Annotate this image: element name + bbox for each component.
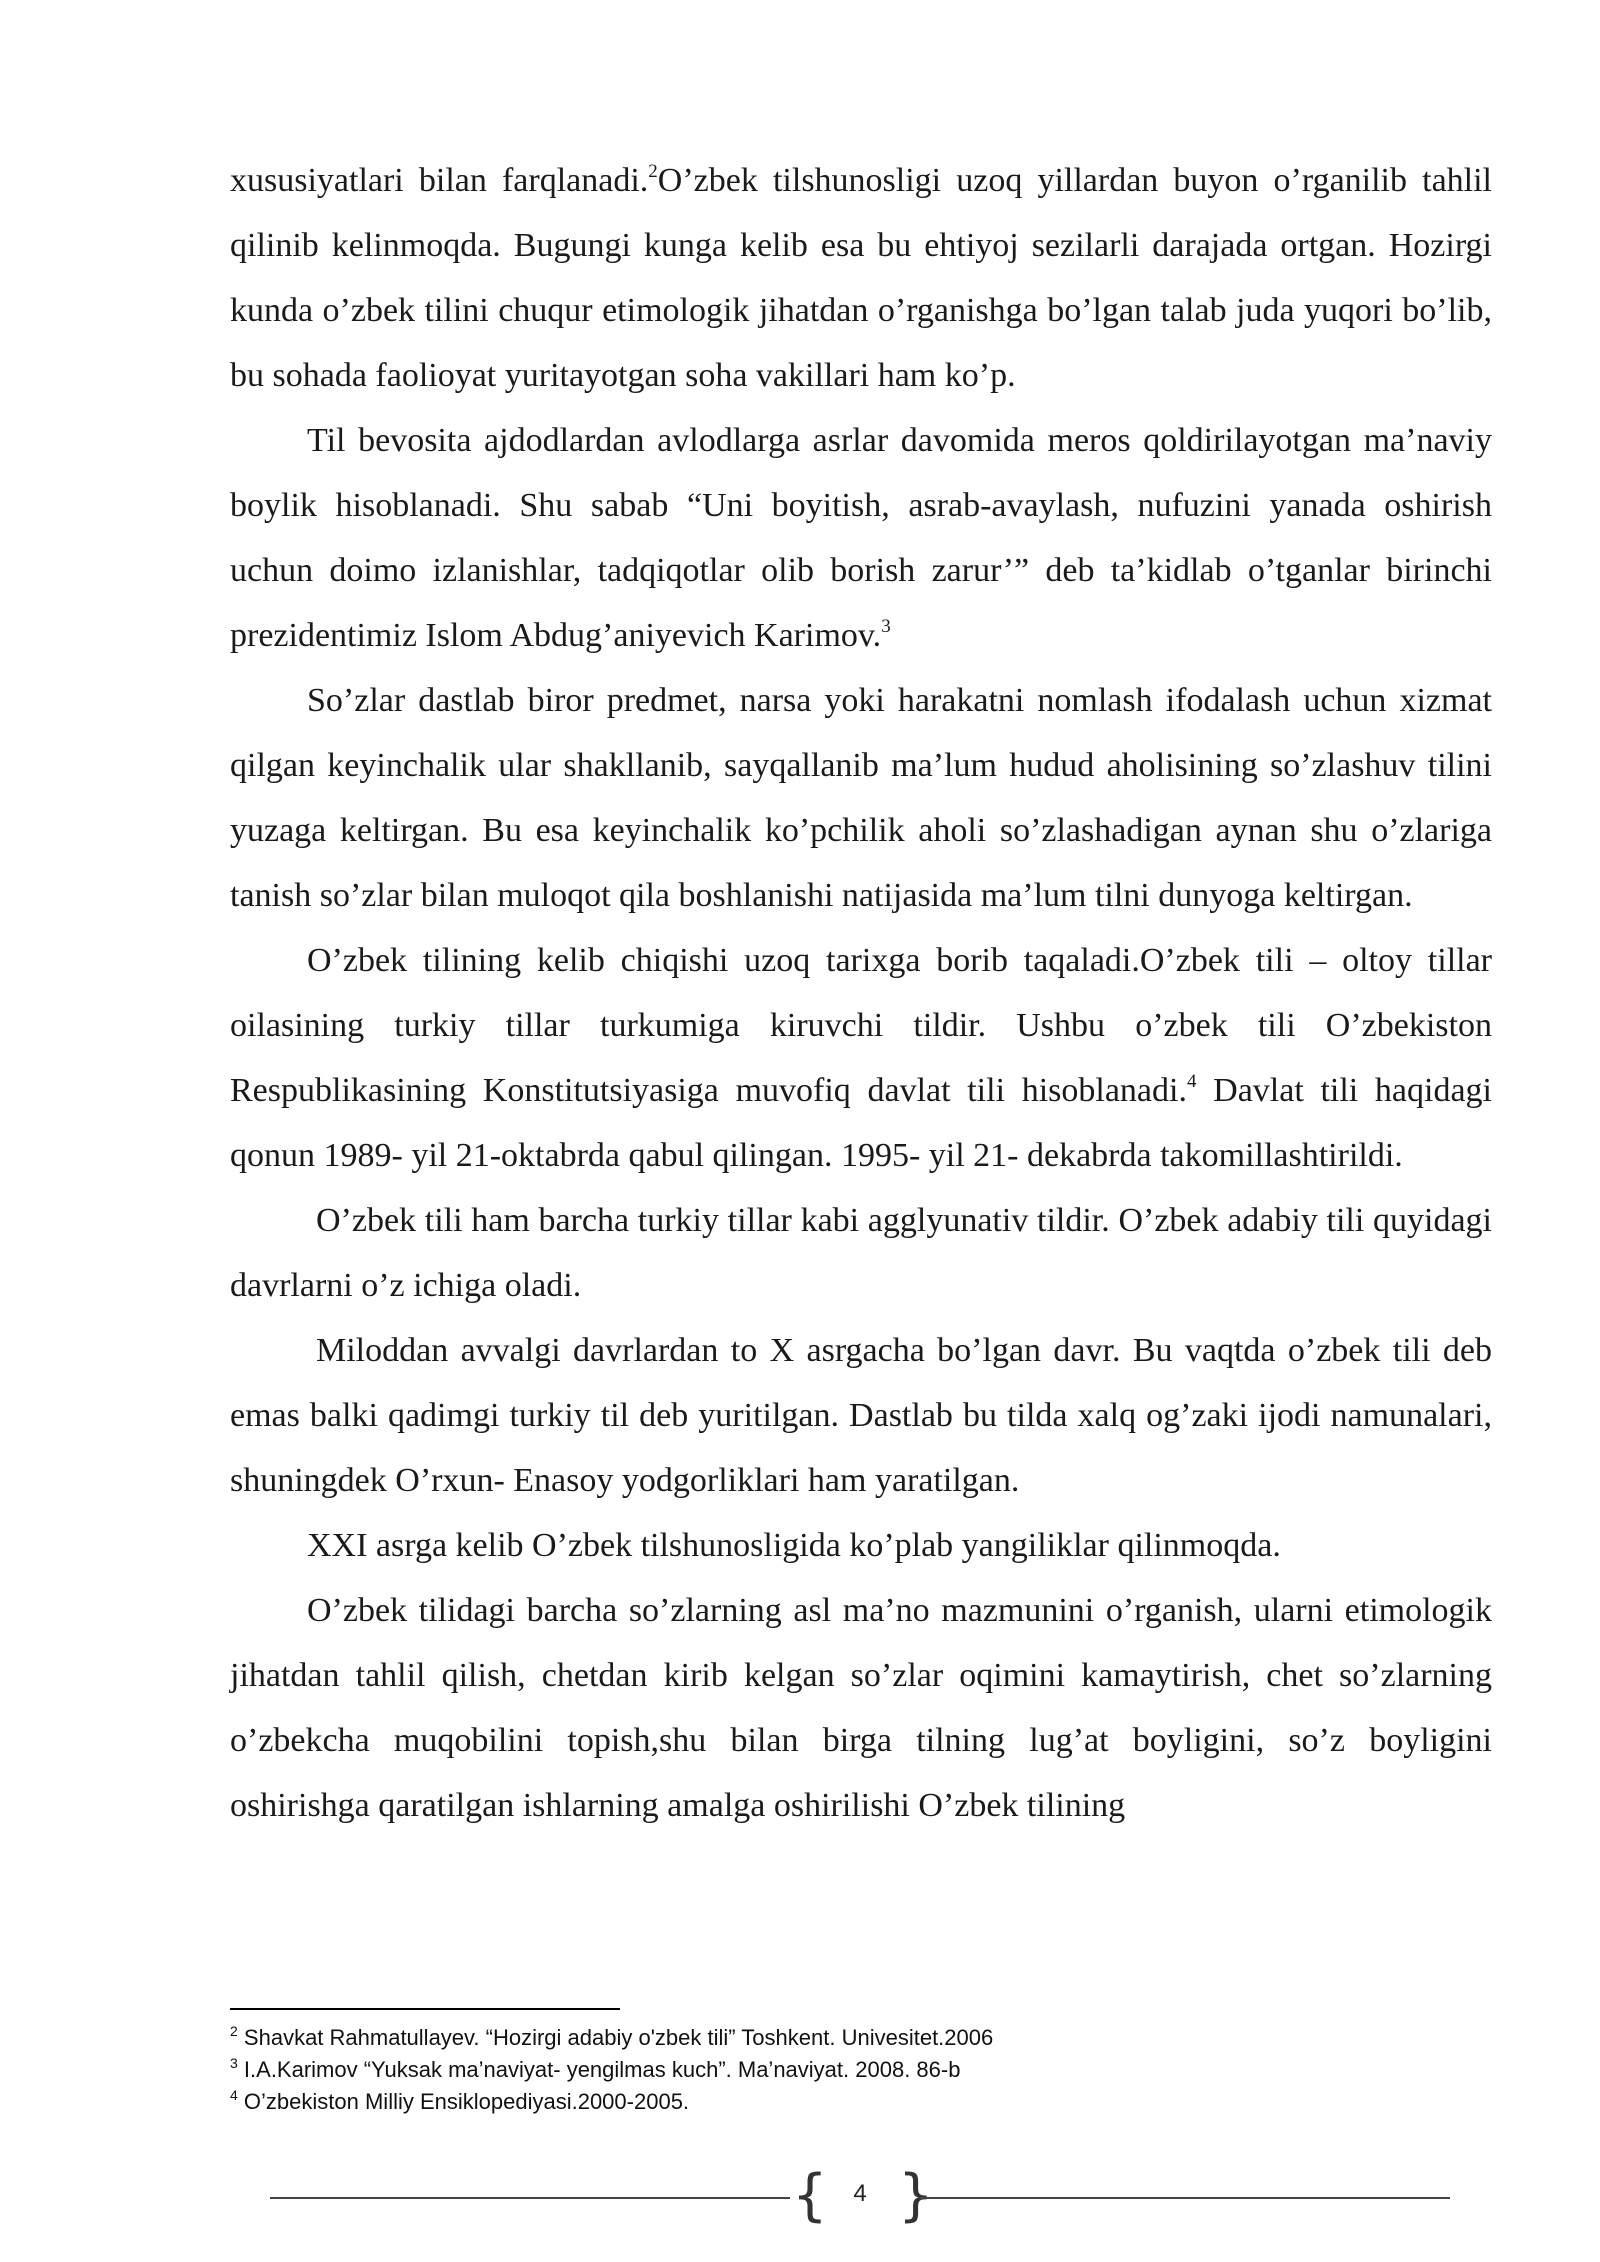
paragraph-7: XXI asrga kelib O’zbek tilshunosligida ko’plab yangiliklar qilinmoqda. [307, 1527, 1281, 1564]
paragraph-1: xususiyatlari bilan farqlanadi.$^2$O’zbek tilshunosligi uzoq yillardan buyon o’rganilib tahlil qilinib kelinmoqda. Bugungi kunga kelib esa bu ehtiyoj sezilarli darajada ortgan. Hozirgi kunda o’zbek tilini chuqur etimologik jihatdan o’rganishga bo’lgan talab juda yuqori bo’lib, bu sohada faolioyat yuritayotgan soha vakillari ham ko’p. [230, 160, 1493, 394]
footnote-separator [230, 2008, 620, 2010]
paragraph-5: O’zbek tili ham barcha turkiy tillar kabi agglyunativ tildir. O’zbek adabiy tili quyidagi davrlarni o’z ichiga oladi. [230, 1202, 1492, 1304]
footnote-ref-3[interactable]: 3 [881, 615, 891, 637]
footnote-item: $^2$ Shavkat Rahmatullayev. “Hozirgi adabiy o'zbek tili” Toshkent. Univesitet.2006 [230, 2022, 994, 2050]
paragraph-8: O’zbek tilidagi barcha so’zlarning asl ma’no mazmunini o’rganish, ularni etimologik jihatdan tahlil qilish, chetdan kirib kelgan so’zlar oqimini kamaytirish, chet so’zlarning o’zbekcha muqobilini topish,shu bilan birga tilning lug’at boyligini, so’z boyligini oshirishga qaratilgan ishlarning amalga oshirilishi O’zbek tilining [230, 1592, 1492, 1824]
left-brace-icon: { [792, 2163, 828, 2228]
footer-rule-right [920, 2197, 1450, 2199]
footnote-ref-2[interactable]: 2 [648, 160, 658, 182]
paragraph-2: Til bevosita ajdodlardan avlodlarga asrlar davomida meros qoldirilayotgan ma’naviy boylik hisoblanadi. Shu sabab “Uni boyitish, asrab-avaylash, nufuzini yanada oshirish uchun doimo izlanishlar, tadqiqotlar olib borish zarur’” deb ta’kidlab o’tganlar birinchi prezidentimiz Islom Abdug’aniyevich Karimov.$^3$ [230, 422, 1492, 654]
footnote-item: $^3$ I.A.Karimov “Yuksak ma’naviyat- yengilmas kuch”. Ma’naviyat. 2008. 86-b [230, 2054, 961, 2082]
footnote-item: $^4$ O’zbekiston Milliy Ensiklopediyasi.2000-2005. [230, 2086, 690, 2114]
paragraph-4: O’zbek tilining kelib chiqishi uzoq tarixga borib taqaladi.O’zbek tili – oltoy tillar oilasining turkiy tillar turkumiga kiruvchi tildir. Ushbu o’zbek tili O’zbekiston Respublikasining Konstitutsiyasiga muvofiq davlat tili hisoblanadi.$^4$ Davlat tili haqidagi qonun 1989- yil 21-oktabrda qabul qilingan. 1995- yil 21- dekabrda takomillashtirildi. [230, 942, 1492, 1174]
footer-rule-left [270, 2197, 790, 2199]
body-text [230, 148, 1492, 1838]
right-brace-icon: } [898, 2163, 934, 2228]
page-number: 4 [853, 2180, 867, 2207]
page-footer [270, 2163, 1450, 2230]
paragraph-3: So’zlar dastlab biror predmet, narsa yoki harakatni nomlash ifodalash uchun xizmat qilgan keyinchalik ular shakllanib, sayqallanib ma’lum hudud aholisining so’zlashuv tilini yuzaga keltirgan. Bu esa keyinchalik ko’pchilik aholi so’zlashadigan aynan shu o’zlariga tanish so’zlar bilan muloqot qila boshlanishi natijasida ma’lum tilni dunyoga keltirgan. [230, 682, 1492, 914]
footnote-ref-4[interactable]: 4 [1186, 1070, 1197, 1092]
footnotes [230, 2022, 1492, 2118]
paragraph-6: Miloddan avvalgi davrlardan to X asrgacha bo’lgan davr. Bu vaqtda o’zbek tili deb emas balki qadimgi turkiy til deb yuritilgan. Dastlab bu tilda xalq og’zaki ijodi namunalari, shuningdek O’rxun- Enasoy yodgorliklari ham yaratilgan. [230, 1332, 1492, 1499]
